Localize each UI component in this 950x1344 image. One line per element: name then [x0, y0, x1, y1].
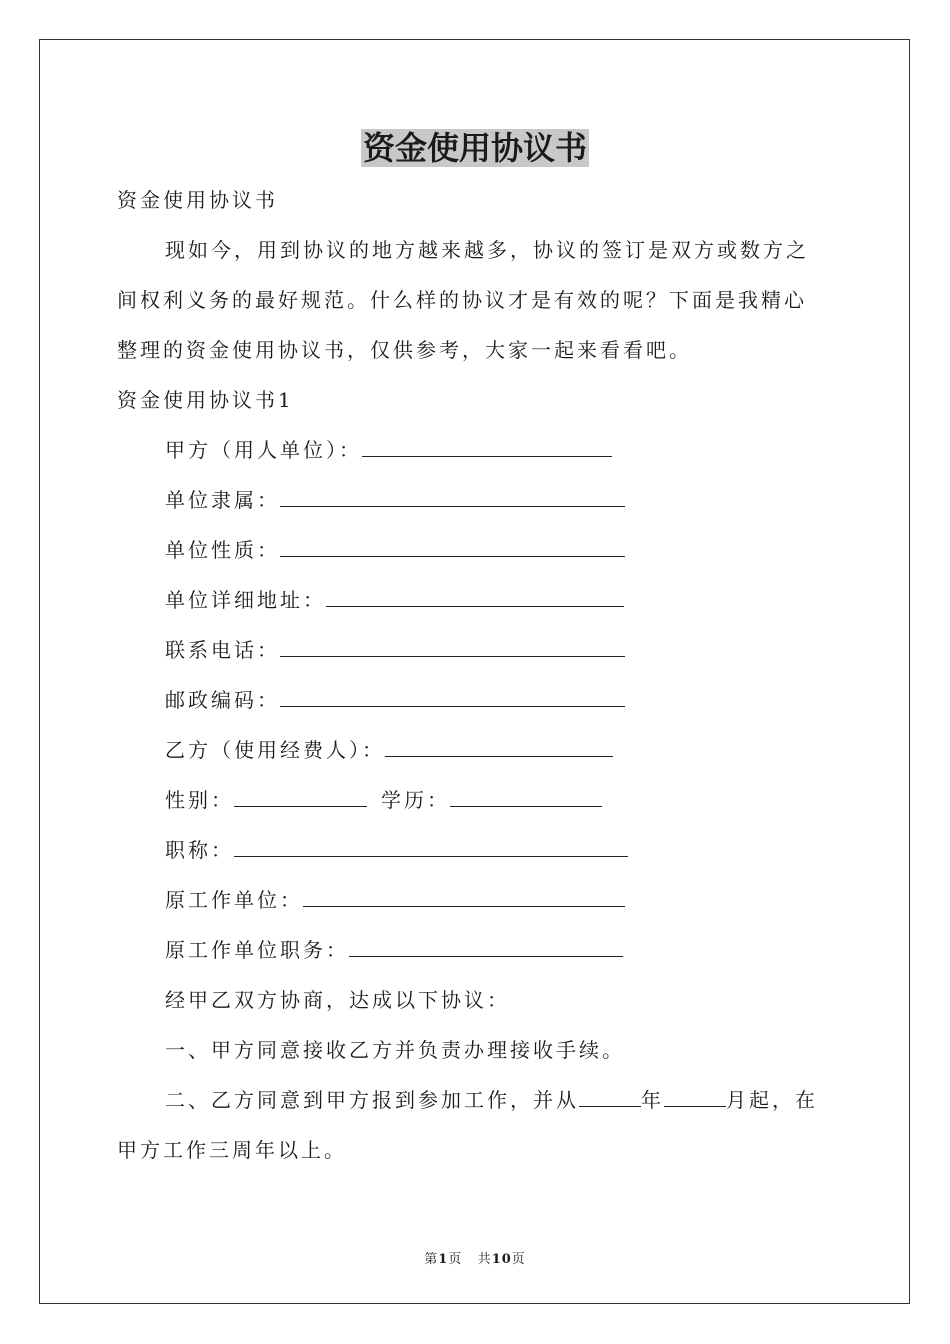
field-label: 职称： [165, 838, 234, 862]
blank-line[interactable] [362, 436, 612, 457]
field-label: 甲方（用人单位）： [165, 438, 362, 462]
field-label: 单位详细地址： [165, 588, 326, 612]
field-party-b [165, 736, 885, 764]
field-affiliation [165, 486, 885, 514]
blank-line[interactable] [280, 536, 625, 557]
field-gender-education [165, 786, 885, 814]
title-text: 资金使用协议书 [362, 129, 587, 167]
field-title [165, 836, 885, 864]
year-label: 年 [641, 1088, 664, 1112]
blank-year[interactable] [579, 1086, 641, 1107]
field-label: 邮政编码： [165, 688, 280, 712]
intro-line-2: 间权利义务的最好规范。什么样的协议才是有效的呢？下面是我精心 [117, 288, 807, 312]
footer-page-suffix: 页 [448, 1252, 463, 1267]
blank-line[interactable] [280, 486, 625, 507]
page-footer [0, 1248, 950, 1267]
field-label: 性别： [165, 788, 234, 812]
clause-2 [165, 1086, 885, 1114]
blank-line[interactable] [349, 936, 623, 957]
footer-total-prefix: 共 [477, 1252, 492, 1267]
field-label: 学历： [381, 788, 450, 812]
blank-line[interactable] [280, 636, 625, 657]
field-label: 联系电话： [165, 638, 280, 662]
blank-line[interactable] [326, 586, 624, 607]
blank-line[interactable] [303, 886, 625, 907]
blank-line[interactable] [234, 836, 628, 857]
field-party-a [165, 436, 885, 464]
field-label: 单位性质： [165, 538, 280, 562]
field-label: 原工作单位： [165, 888, 303, 912]
field-orig-position [165, 936, 885, 964]
blank-line[interactable] [385, 736, 613, 757]
blank-line[interactable] [234, 786, 367, 807]
intro-line-1: 现如今，用到协议的地方越来越多，协议的签订是双方或数方之 [165, 238, 809, 262]
field-phone [165, 636, 885, 664]
field-label: 单位隶属： [165, 488, 280, 512]
agreement-intro: 经甲乙双方协商，达成以下协议： [165, 988, 510, 1012]
field-label: 原工作单位职务： [165, 938, 349, 962]
footer-page-number: 1 [438, 1252, 449, 1267]
intro-line-3: 整理的资金使用协议书，仅供参考，大家一起来看看吧。 [117, 338, 692, 362]
clause-2-continued: 甲方工作三周年以上。 [117, 1138, 347, 1162]
field-label: 乙方（使用经费人）： [165, 738, 385, 762]
field-orig-employer [165, 886, 885, 914]
field-nature [165, 536, 885, 564]
blank-line[interactable] [280, 686, 625, 707]
page-border [39, 39, 910, 1304]
footer-total-suffix: 页 [511, 1252, 526, 1267]
footer-total-number: 10 [491, 1252, 512, 1267]
blank-month[interactable] [664, 1086, 726, 1107]
field-address [165, 586, 885, 614]
clause-1: 一、甲方同意接收乙方并负责办理接收手续。 [165, 1038, 625, 1062]
document-title [0, 126, 950, 170]
field-postcode [165, 686, 885, 714]
month-label: 月起，在 [726, 1088, 818, 1112]
subtitle: 资金使用协议书 [117, 188, 278, 212]
section-heading: 资金使用协议书1 [117, 388, 294, 412]
clause-2-text: 二、乙方同意到甲方报到参加工作，并从 [165, 1088, 579, 1112]
footer-page-prefix: 第 [424, 1252, 439, 1267]
blank-line[interactable] [450, 786, 602, 807]
